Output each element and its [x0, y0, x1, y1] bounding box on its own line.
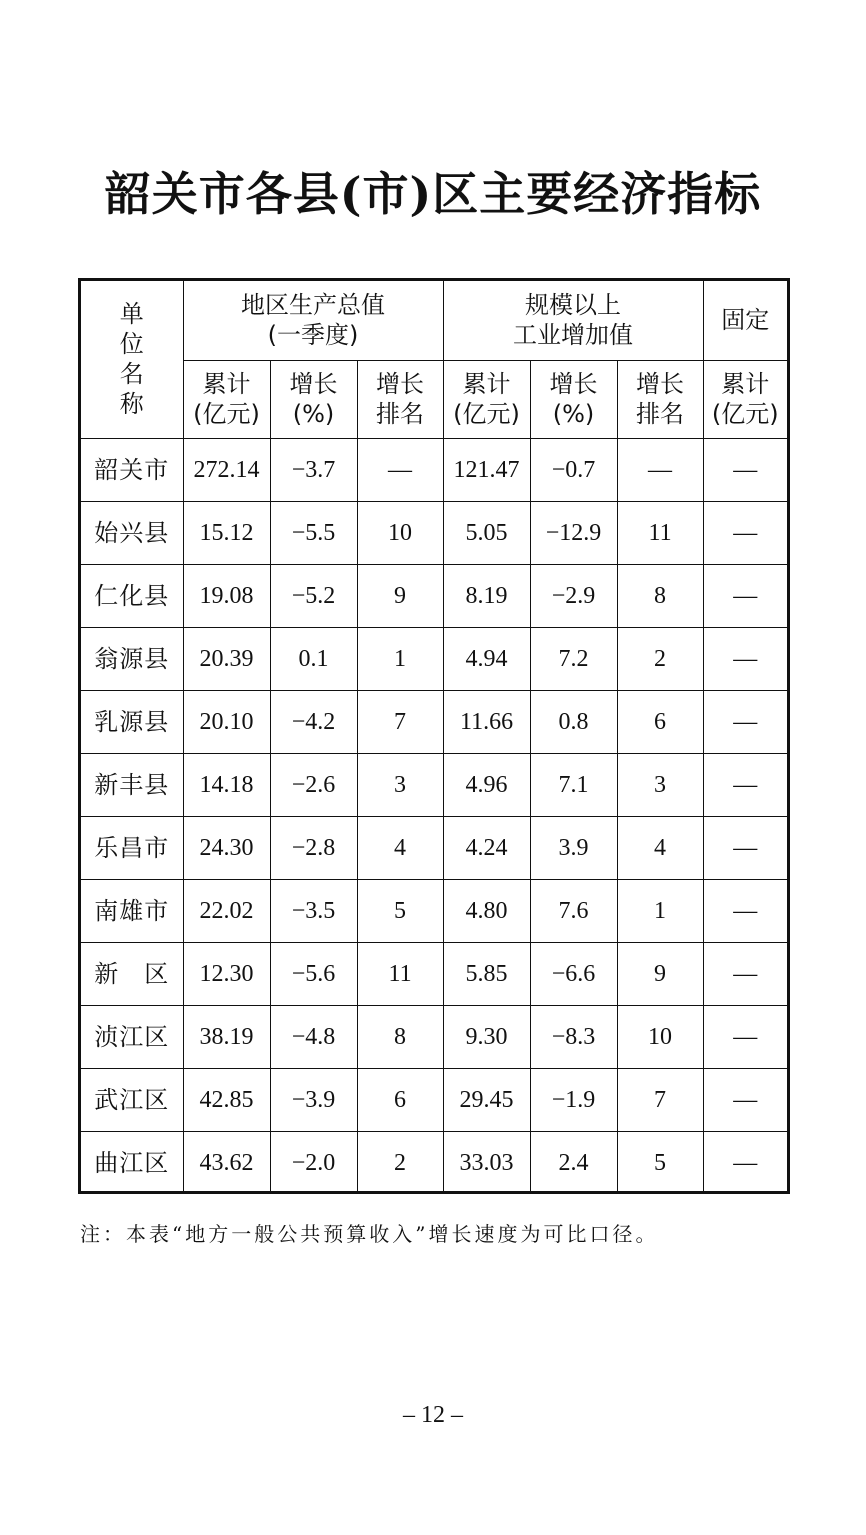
industry-cumulative-cell: 4.94: [443, 627, 530, 690]
industry-rank-cell: 3: [617, 753, 703, 816]
gdp-rank-cell: 9: [357, 564, 443, 627]
gdp-cumulative-cell: 22.02: [183, 879, 270, 942]
table-row: [81, 753, 787, 816]
gdp-rank-cell: 10: [357, 501, 443, 564]
gdp-growth-header: 增长 (%): [270, 360, 357, 438]
industry-rank-cell: 8: [617, 564, 703, 627]
gdp-growth-cell: −5.5: [270, 501, 357, 564]
table-row: [81, 879, 787, 942]
industry-cumulative-cell: 121.47: [443, 438, 530, 501]
gdp-growth-cell: −2.6: [270, 753, 357, 816]
fixed-asset-group-header: 固定: [703, 281, 787, 360]
industry-growth-cell: 7.1: [530, 753, 617, 816]
industry-growth-cell: −0.7: [530, 438, 617, 501]
table-row: [81, 816, 787, 879]
gdp-cumulative-cell: 20.10: [183, 690, 270, 753]
gdp-growth-cell: −3.5: [270, 879, 357, 942]
industry-rank-cell: 2: [617, 627, 703, 690]
fixed-asset-cumulative-cell: —: [703, 816, 787, 879]
unit-name-cell: 始兴县: [81, 501, 183, 564]
industry-cumulative-cell: 5.05: [443, 501, 530, 564]
fixed-asset-cumulative-cell: —: [703, 1068, 787, 1131]
gdp-cumulative-header: 累计 (亿元): [183, 360, 270, 438]
industry-growth-cell: −2.9: [530, 564, 617, 627]
industry-rank-cell: 5: [617, 1131, 703, 1194]
industry-cumulative-cell: 9.30: [443, 1005, 530, 1068]
industry-growth-cell: 2.4: [530, 1131, 617, 1194]
industry-rank-cell: 4: [617, 816, 703, 879]
gdp-cumulative-cell: 15.12: [183, 501, 270, 564]
table-row: [81, 627, 787, 690]
industry-rank-cell: 7: [617, 1068, 703, 1131]
industry-cumulative-cell: 11.66: [443, 690, 530, 753]
industry-cumulative-cell: 29.45: [443, 1068, 530, 1131]
gdp-group-header: 地区生产总值 (一季度): [183, 281, 443, 360]
gdp-cumulative-cell: 19.08: [183, 564, 270, 627]
unit-name-cell: 乐昌市: [81, 816, 183, 879]
industry-cumulative-cell: 4.96: [443, 753, 530, 816]
unit-name-cell: 乳源县: [81, 690, 183, 753]
industry-group-header: 规模以上 工业增加值: [443, 281, 703, 360]
gdp-cumulative-cell: 12.30: [183, 942, 270, 1005]
gdp-rank-cell: 7: [357, 690, 443, 753]
page-title: 韶关市各县(市)区主要经济指标: [104, 167, 762, 221]
industry-growth-cell: −1.9: [530, 1068, 617, 1131]
unit-name-cell: 新 区: [81, 942, 183, 1005]
table-row: [81, 942, 787, 1005]
unit-name-header: 单 位 名 称: [81, 281, 183, 438]
gdp-cumulative-cell: 38.19: [183, 1005, 270, 1068]
unit-name-cell: 韶关市: [81, 438, 183, 501]
industry-rank-header: 增长 排名: [617, 360, 703, 438]
industry-cumulative-cell: 4.80: [443, 879, 530, 942]
unit-name-cell: 浈江区: [81, 1005, 183, 1068]
industry-cumulative-cell: 4.24: [443, 816, 530, 879]
unit-name-cell: 仁化县: [81, 564, 183, 627]
fixed-asset-cumulative-cell: —: [703, 1005, 787, 1068]
gdp-rank-cell: 1: [357, 627, 443, 690]
table-row: [81, 1068, 787, 1131]
industry-rank-cell: 10: [617, 1005, 703, 1068]
gdp-cumulative-cell: 272.14: [183, 438, 270, 501]
fixed-asset-cumulative-cell: —: [703, 879, 787, 942]
gdp-cumulative-cell: 14.18: [183, 753, 270, 816]
gdp-rank-cell: 4: [357, 816, 443, 879]
industry-rank-cell: 9: [617, 942, 703, 1005]
gdp-rank-cell: 8: [357, 1005, 443, 1068]
gdp-growth-cell: −2.0: [270, 1131, 357, 1194]
unit-name-cell: 南雄市: [81, 879, 183, 942]
unit-name-cell: 武江区: [81, 1068, 183, 1131]
table-row: [81, 564, 787, 627]
industry-cumulative-cell: 33.03: [443, 1131, 530, 1194]
industry-rank-cell: 1: [617, 879, 703, 942]
fixed-asset-cumulative-cell: —: [703, 627, 787, 690]
fixed-asset-cumulative-cell: —: [703, 942, 787, 1005]
industry-growth-header: 增长 (%): [530, 360, 617, 438]
gdp-cumulative-cell: 43.62: [183, 1131, 270, 1194]
gdp-rank-cell: 11: [357, 942, 443, 1005]
industry-growth-cell: 7.2: [530, 627, 617, 690]
fixed-asset-cumulative-cell: —: [703, 438, 787, 501]
industry-cumulative-cell: 5.85: [443, 942, 530, 1005]
industry-rank-cell: 6: [617, 690, 703, 753]
industry-rank-cell: —: [617, 438, 703, 501]
gdp-growth-cell: −4.8: [270, 1005, 357, 1068]
gdp-rank-cell: 2: [357, 1131, 443, 1194]
industry-growth-cell: −6.6: [530, 942, 617, 1005]
gdp-growth-cell: −2.8: [270, 816, 357, 879]
table-footnote: 注：本表“地方一般公共预算收入”增长速度为可比口径。: [80, 1222, 659, 1246]
gdp-growth-cell: −5.2: [270, 564, 357, 627]
industry-growth-cell: 0.8: [530, 690, 617, 753]
fixed-asset-cumulative-cell: —: [703, 564, 787, 627]
table-row: [81, 1005, 787, 1068]
table-row: [81, 690, 787, 753]
gdp-growth-cell: 0.1: [270, 627, 357, 690]
industry-cumulative-cell: 8.19: [443, 564, 530, 627]
unit-name-cell: 曲江区: [81, 1131, 183, 1194]
gdp-growth-cell: −3.9: [270, 1068, 357, 1131]
table-row: [81, 1131, 787, 1194]
table-row: [81, 438, 787, 501]
fixed-asset-cumulative-cell: —: [703, 690, 787, 753]
gdp-rank-cell: —: [357, 438, 443, 501]
gdp-growth-cell: −5.6: [270, 942, 357, 1005]
table-row: [81, 501, 787, 564]
gdp-cumulative-cell: 20.39: [183, 627, 270, 690]
gdp-growth-cell: −3.7: [270, 438, 357, 501]
gdp-cumulative-cell: 24.30: [183, 816, 270, 879]
gdp-cumulative-cell: 42.85: [183, 1068, 270, 1131]
industry-growth-cell: 7.6: [530, 879, 617, 942]
fixed-asset-cumulative-header: 累计 (亿元): [703, 360, 787, 438]
fixed-asset-cumulative-cell: —: [703, 753, 787, 816]
industry-rank-cell: 11: [617, 501, 703, 564]
fixed-asset-cumulative-cell: —: [703, 501, 787, 564]
unit-name-cell: 新丰县: [81, 753, 183, 816]
page-number: – 12 –: [403, 1402, 463, 1428]
fixed-asset-cumulative-cell: —: [703, 1131, 787, 1194]
industry-growth-cell: −12.9: [530, 501, 617, 564]
gdp-rank-header: 增长 排名: [357, 360, 443, 438]
gdp-rank-cell: 5: [357, 879, 443, 942]
industry-growth-cell: −8.3: [530, 1005, 617, 1068]
unit-name-cell: 翁源县: [81, 627, 183, 690]
gdp-rank-cell: 6: [357, 1068, 443, 1131]
gdp-rank-cell: 3: [357, 753, 443, 816]
industry-growth-cell: 3.9: [530, 816, 617, 879]
economic-indicators-table: [78, 278, 790, 1194]
gdp-growth-cell: −4.2: [270, 690, 357, 753]
industry-cumulative-header: 累计 (亿元): [443, 360, 530, 438]
